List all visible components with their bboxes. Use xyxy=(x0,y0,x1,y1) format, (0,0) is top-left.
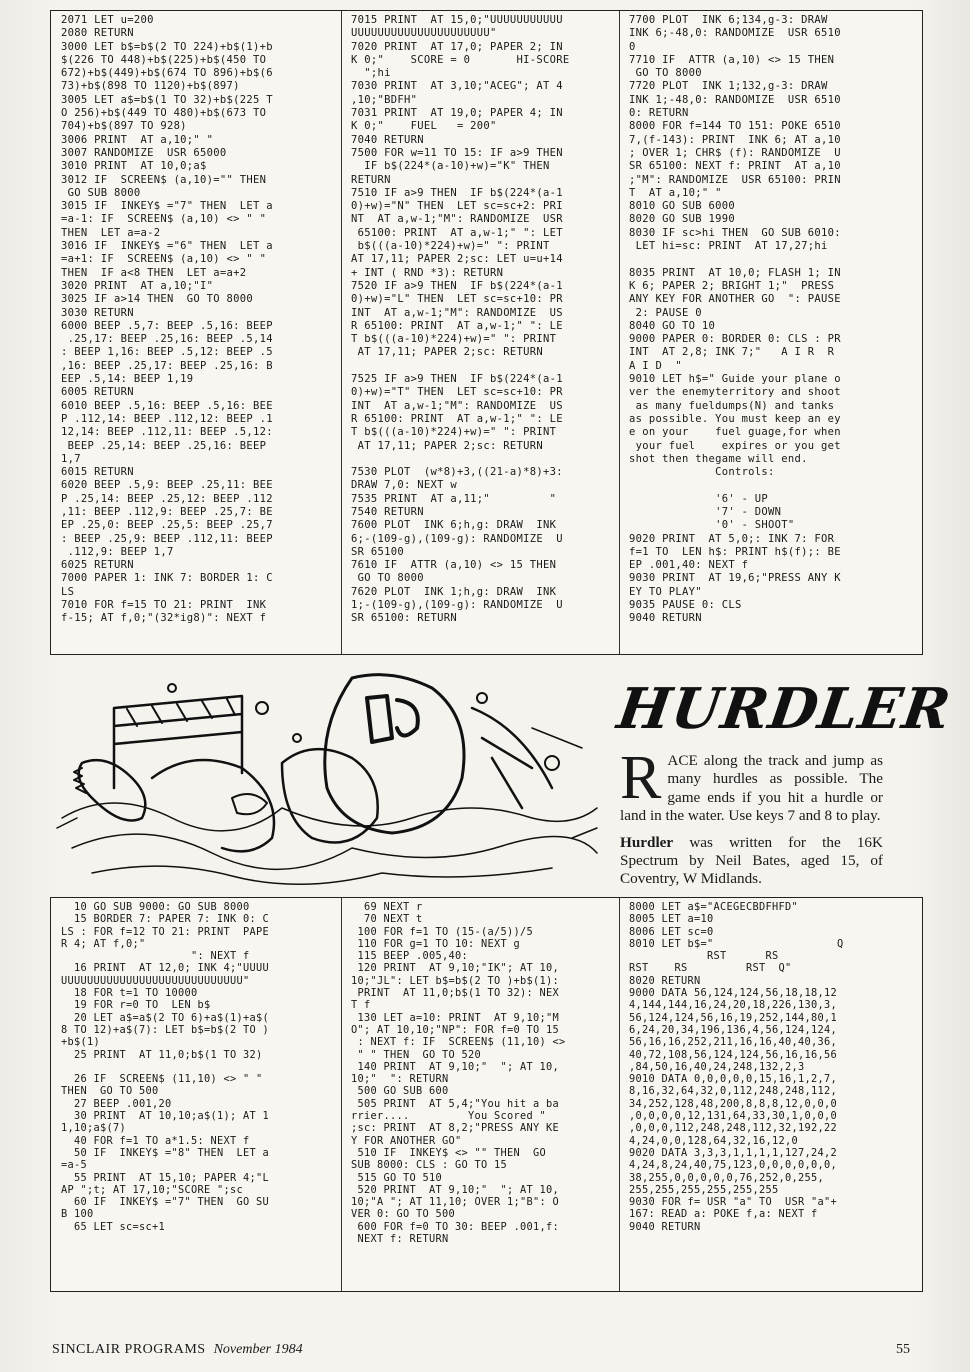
article-title: HURDLER xyxy=(613,676,956,742)
listing-column-2 xyxy=(341,898,620,1291)
footer-credit xyxy=(52,1342,303,1358)
code-text: 69 NEXT r 70 NEXT t 100 FOR f=1 TO (15-(a/5))/5 110 FOR g=1 TO 10: NEXT g 115 BEEP .005,40: 120 PRINT AT 9,10;"IK"; AT 10, 10;"JL": LET b$=b$(2 TO )+b$(1): PRINT AT 11,0;b$(1 TO 32): NEX T f 130 LET a=10: PRINT AT 9,10;"M O"; AT 10,10;"NP": FOR f=0 TO 15 : NEXT f: IF SCREEN$ (11,10) <> " " THEN GO TO 520 140 PRINT AT 9,10;" "; AT 10, 10;" ": RETURN 500 GO SUB 600 505 PRINT AT 5,4;"You hit a ba rrier.... You Scored " ;sc: PRINT AT 8,2;"PRESS ANY KE Y FOR ANOTHER GO" 510 IF INKEY$ <> "" THEN GO SUB 8000: CLS : GO TO 15 515 GO TO 510 520 PRINT AT 9,10;" "; AT 10, 10;"A "; AT 11,10; OVER 1;"B": O VER 0: GO TO 500 600 FOR f=0 TO 30: BEEP .001,f: NEXT f: RETURN xyxy=(351,901,566,1246)
code-text: 8000 LET a$="ACEGECBDFHFD" 8005 LET a=10 8006 LET sc=0 8010 LET b$=" Q RST RS RST RS RST Q" 8020 RETURN 9000 DATA 56,124,124,56,18,18,12 4,144,144,16,24,20,18,226,130,3, 56,124,124,56,16,19,252,144,80,1 6,24,20,34,196,136,4,56,124,124, 56,16,16,252,211,16,16,40,40,36, 40,72,108,56,124,124,56,16,16,56 ,84,50,16,40,24,248,132,2,3 9010 DATA 0,0,0,0,0,15,16,1,2,7, 8,16,32,64,32,0,112,248,248,112, 34,252,128,48,200,8,8,8,12,0,0,0 ,0,0,0,0,12,131,64,33,30,1,0,0,0 ,0,0,0,112,248,248,112,32,192,22 4,24,0,0,128,64,32,16,12,0 9020 DATA 3,3,3,1,1,1,1,127,24,2 4,24,8,24,40,75,123,0,0,0,0,0,0, 38,255,0,0,0,0,0,76,252,0,255, 255,255,255,255,255,255 9030 FOR f= USR "a" TO USR "a"+ 167: READ a: POKE f,a: NEXT f 9040 RETURN xyxy=(629,901,844,1233)
code-text: 7015 PRINT AT 15,0;"UUUUUUUUUUU UUUUUUUUUUUUUUUUUUUUU" 7020 PRINT AT 17,0; PAPER 2; IN K 0;" SCORE = 0 HI-SCORE ";hi 7030 PRINT AT 3,10;"ACEG"; AT 4 ,10;"BDFH" 7031 PRINT AT 19,0; PAPER 4; IN K 0;" FUEL = 200" 7040 RETURN 7500 FOR w=11 TO 15: IF a>9 THEN IF b$(224*(a-10)+w)="K" THEN RETURN 7510 IF a>9 THEN IF b$(224*(a-1 0)+w)="N" THEN LET sc=sc+2: PRI NT AT a,w-1;"M": RANDOMIZE USR 65100: PRINT AT a,w-1;" ": LET b$(((a-10)*224)+w)=" ": PRINT AT 17,11; PAPER 2;sc: LET u=u+14 + INT ( RND *3): RETURN 7520 IF a>9 THEN IF b$(224*(a-1 0)+w)="L" THEN LET sc=sc+10: PR INT AT a,w-1;"M": RANDOMIZE US R 65100: PRINT AT a,w-1;" ": LE T b$(((a-10)*224)+w)=" ": PRINT AT 17,11; PAPER 2;sc: RETURN 7525 IF a>9 THEN IF b$(224*(a-1 0)+w)="T" THEN LET sc=sc+10: PR INT AT a,w-1;"M": RANDOMIZE US R 65100: PRINT AT a,w-1;" ": LE T b$(((a-10)*224)+w)=" ": PRINT AT 17,11; PAPER 2;sc: RETURN 7530 PLOT (w*8)+3,((21-a)*8)+3: DRAW 7,0: NEXT w 7535 PRINT AT a,11;" " 7540 RETURN 7600 PLOT INK 6;h,g: DRAW INK 6;-(109-g),(109-g): RANDOMIZE U SR 65100 7610 IF ATTR (a,10) <> 15 THEN GO TO 8000 7620 PLOT INK 1;h,g: DRAW INK 1;-(109-g),(109-g): RANDOMIZE U SR 65100: RETURN xyxy=(351,14,570,625)
article-body xyxy=(620,744,883,897)
credit-name: Hurdler xyxy=(620,833,674,851)
listing-column-3 xyxy=(619,11,922,654)
listing-column-1 xyxy=(51,898,342,1291)
listing-column-2 xyxy=(341,11,620,654)
magazine-name: SINCLAIR PROGRAMS xyxy=(52,1342,206,1357)
air-raid-listing xyxy=(50,10,923,655)
listing-column-3 xyxy=(619,898,922,1291)
article-credit xyxy=(620,834,883,889)
article-intro xyxy=(620,744,883,826)
code-text: 2071 LET u=200 2080 RETURN 3000 LET b$=b$(2 TO 224)+b$(1)+b $(226 TO 448)+b$(225)+b$(450 TO 672)+b$(449)+b$(674 TO 896)+b$(6 73)+b$(898 TO 1120)+b$(897) 3005 LET a$=b$(1 TO 32)+b$(225 T O 256)+b$(449 TO 480)+b$(673 TO 704)+b$(897 TO 928) 3006 PRINT AT a,10;" " 3007 RANDOMIZE USR 65000 3010 PRINT AT 10,0;a$ 3012 IF SCREEN$ (a,10)="" THEN GO SUB 8000 3015 IF INKEY$ ="7" THEN LET a =a-1: IF SCREEN$ (a,10) <> " " THEN LET a=a-2 3016 IF INKEY$ ="6" THEN LET a =a+1: IF SCREEN$ (a,10) <> " " THEN IF a<8 THEN LET a=a+2 3020 PRINT AT a,10;"I" 3025 IF a>14 THEN GO TO 8000 3030 RETURN 6000 BEEP .5,7: BEEP .5,16: BEEP .25,17: BEEP .25,16: BEEP .5,14 : BEEP 1,16: BEEP .5,12: BEEP .5 ,16: BEEP .25,17: BEEP .25,16: B EEP .5,14: BEEP 1,19 6005 RETURN 6010 BEEP .5,16: BEEP .5,16: BEE P .112,14: BEEP .112,12: BEEP .1 12,14: BEEP .112,11: BEEP .5,12: BEEP .25,14: BEEP .25,16: BEEP 1,7 6015 RETURN 6020 BEEP .5,9: BEEP .25,11: BEE P .25,14: BEEP .25,12: BEEP .112 ,11: BEEP .112,9: BEEP .25,7: BE EP .25,0: BEEP .25,5: BEEP .25,7 : BEEP .25,9: BEEP .112,11: BEEP .112,9: BEEP 1,7 6025 RETURN 7000 PAPER 1: INK 7: BORDER 1: C LS 7010 FOR f=15 TO 21: PRINT INK f-15; AT f,0;"(32*ig8)": NEXT f xyxy=(61,14,273,625)
code-text: 7700 PLOT INK 6;134,g-3: DRAW INK 6;-48,0: RANDOMIZE USR 6510 0 7710 IF ATTR (a,10) <> 15 THEN GO TO 8000 7720 PLOT INK 1;132,g-3: DRAW INK 1;-48,0: RANDOMIZE USR 6510 0: RETURN 8000 FOR f=144 TO 151: POKE 6510 7,(f-143): PRINT INK 6; AT a,10 ; OVER 1; CHR$ (f): RANDOMIZE U SR 65100: NEXT f: PRINT AT a,10 ;"M": RANDOMIZE USR 65100: PRIN T AT a,10;" " 8010 GO SUB 6000 8020 GO SUB 1990 8030 IF sc>hi THEN GO SUB 6010: LET hi=sc: PRINT AT 17,27;hi 8035 PRINT AT 10,0; FLASH 1; IN K 6; PAPER 2; BRIGHT 1;" PRESS ANY KEY FOR ANOTHER GO ": PAUSE 2: PAUSE 0 8040 GO TO 10 9000 PAPER 0: BORDER 0: CLS : PR INT AT 2,8; INK 7;" A I R R A I D " 9010 LET h$=" Guide your plane o ver the enemyterritory and shoot as many fueldumps(N) and tanks as possible. You must keep an ey e on your fuel guage,for when your fuel expires or you get shot then thegame will end. Controls: '6' - UP '7' - DOWN '0' - SHOOT" 9020 PRINT AT 5,0;: INK 7: FOR f=1 TO LEN h$: PRINT h$(f);: BE EP .001,40: NEXT f 9030 PRINT AT 19,6;"PRESS ANY K EY TO PLAY" 9035 PAUSE 0: CLS 9040 RETURN xyxy=(629,14,841,625)
intro-text: ACE along the track and jump as many hurdles as possible. The game ends if you hit a hurdle or land in the water. Use keys 7 and 8 to play. xyxy=(620,752,883,825)
issue-date: November 1984 xyxy=(213,1342,303,1357)
code-text: 10 GO SUB 9000: GO SUB 8000 15 BORDER 7: PAPER 7: INK 0: C LS : FOR f=12 TO 21: PRINT PAPE R 4; AT f,0;" ": NEXT f 16 PRINT AT 12,0; INK 4;"UUUU UUUUUUUUUUUUUUUUUUUUUUUUUUUU" 18 FOR t=1 TO 10000 19 FOR r=0 TO LEN b$ 20 LET a$=a$(2 TO 6)+a$(1)+a$( 8 TO 12)+a$(7): LET b$=b$(2 TO ) +b$(1) 25 PRINT AT 11,0;b$(1 TO 32) 26 IF SCREEN$ (11,10) <> " " THEN GO TO 500 27 BEEP .001,20 30 PRINT AT 10,10;a$(1); AT 1 1,10;a$(7) 40 FOR f=1 TO a*1.5: NEXT f 50 IF INKEY$ ="8" THEN LET a =a-5 55 PRINT AT 15,10; PAPER 4;"L AP ";t; AT 17,10;"SCORE ";sc 60 IF INKEY$ ="7" THEN GO SU B 100 65 LET sc=sc+1 xyxy=(61,901,269,1233)
hurdler-illustration xyxy=(52,668,607,890)
hurdler-listing xyxy=(50,897,923,1292)
listing-column-1 xyxy=(51,11,342,654)
drop-cap: R xyxy=(620,744,662,812)
credit-text: was written for the 16K Spectrum by Neil Bates, aged 15, of Coventry, W Midlands. xyxy=(620,833,883,888)
page-number: 55 xyxy=(896,1342,910,1357)
